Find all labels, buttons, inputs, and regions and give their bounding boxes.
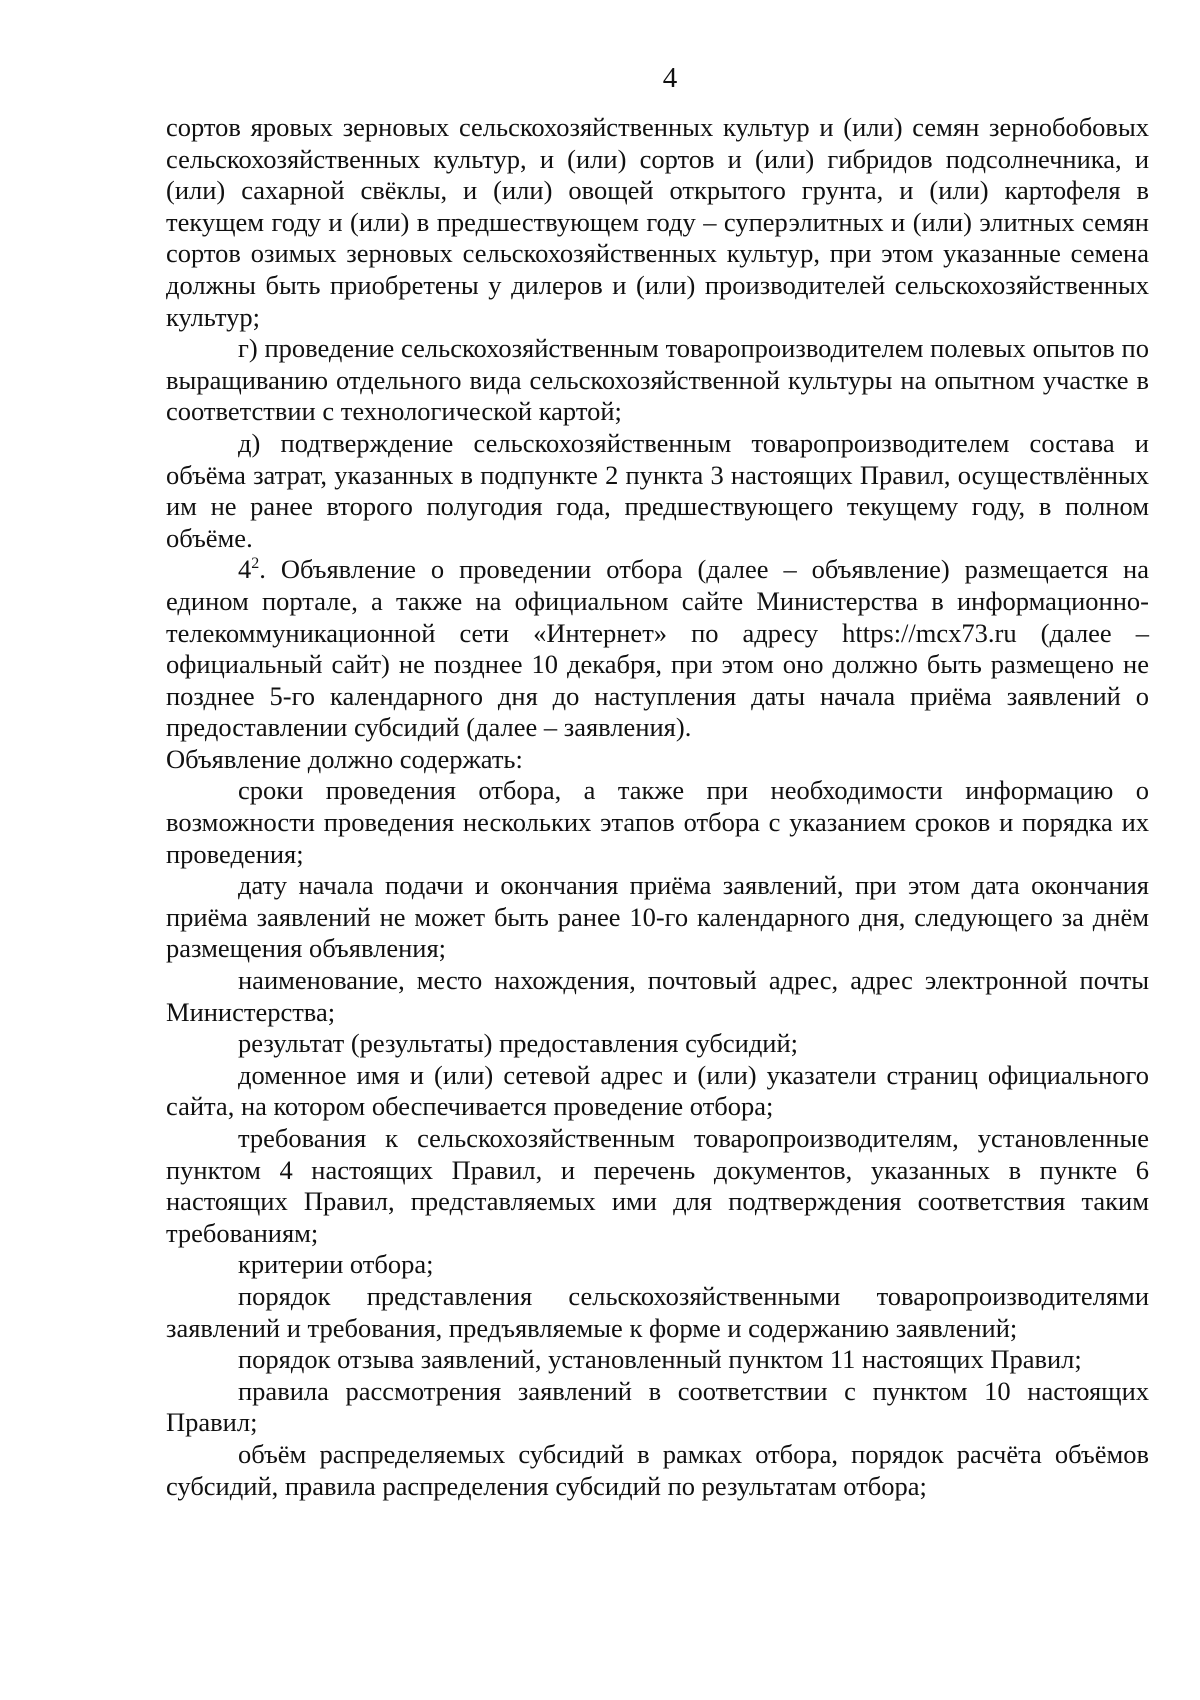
paragraph-seeds-continuation: сортов яровых зерновых сельскохозяйственных культур и (или) семян зернобобовых сельскохозяйственных культур, и (или) сортов и (или) гибридов подсолнечника, и (или) сахарной свёклы, и (или) овощей открытого грунта, и (или) картофеля в текущем году и (или) в предшествующем году – суперэлитных и (или) элитных семян сортов озимых зерновых сельскохозяйственных культур, при этом указанные семена должны быть приобретены у дилеров и (или) производителей сельскохозяйственных культур; [166,112,1149,332]
paragraph-clause-4-2 [166,554,1149,744]
clause-number: 4 [238,554,252,585]
list-item-deadlines: сроки проведения отбора, а также при необходимости информацию о возможности проведения нескольких этапов отбора с указанием сроков и порядка их проведения; [166,775,1149,869]
list-item-results: результат (результаты) предоставления субсидий; [238,1028,799,1059]
paragraph-item-d: д) подтверждение сельскохозяйственным товаропроизводителем состава и объёма затрат, указанных в подпункте 2 пункта 3 настоящих Правил, осуществлённых им не ранее второго полугодия года, предшествующего текущему году, в полном объёме. [166,427,1149,553]
list-item-withdrawal: порядок отзыва заявлений, установленный пунктом 11 настоящих Правил; [238,1344,1082,1375]
document-body [166,112,1149,1502]
list-item-review-rules: правила рассмотрения заявлений в соответствии с пунктом 10 настоящих Правил; [166,1375,1149,1438]
list-item-domain: доменное имя и (или) сетевой адрес и (или) указатели страниц официального сайта, на котором обеспечивается проведение отбора; [166,1059,1149,1122]
list-item-dates: дату начала подачи и окончания приёма заявлений, при этом дата окончания приёма заявлений не может быть ранее 10-го календарного дня, следующего за днём размещения объявления; [166,870,1149,964]
paragraph-item-g: г) проведение сельскохозяйственным товаропроизводителем полевых опытов по выращиванию отдельного вида сельскохозяйственной культуры на опытном участке в соответствии с технологической картой; [166,333,1149,427]
list-item-criteria: критерии отбора; [238,1249,434,1280]
clause-text: . Объявление о проведении отбора (далее – объявление) размещается на едином портале, а также на официальном сайте Министерства в информационно-телекоммуникационной сети «Интернет» по адресу https://mcx73.ru (далее – официальный сайт) не позднее 10 декабря, при этом оно должно быть размещено не позднее 5-го календарного дня до наступления даты начала приёма заявлений о предоставлении субсидий (далее – заявления). [166,554,1149,743]
list-item-subsidy-volume: объём распределяемых субсидий в рамках отбора, порядок расчёта объёмов субсидий, правила распределения субсидий по результатам отбора; [166,1438,1149,1501]
list-item-ministry-contacts: наименование, место нахождения, почтовый адрес, адрес электронной почты Министерства; [166,965,1149,1027]
list-item-submission-order: порядок представления сельскохозяйственными товаропроизводителями заявлений и требования, предъявляемые к форме и содержанию заявлений; [166,1280,1149,1343]
page-number: 4 [662,62,678,94]
paragraph-announcement-contents: Объявление должно содержать: [166,743,523,774]
clause-superscript: 2 [251,555,260,573]
list-item-requirements: требования к сельскохозяйственным товаропроизводителям, установленные пунктом 4 настоящих Правил, и перечень документов, указанных в пункте 6 настоящих Правил, представляемых ими для подтверждения соответствия таким требованиям; [166,1123,1149,1248]
